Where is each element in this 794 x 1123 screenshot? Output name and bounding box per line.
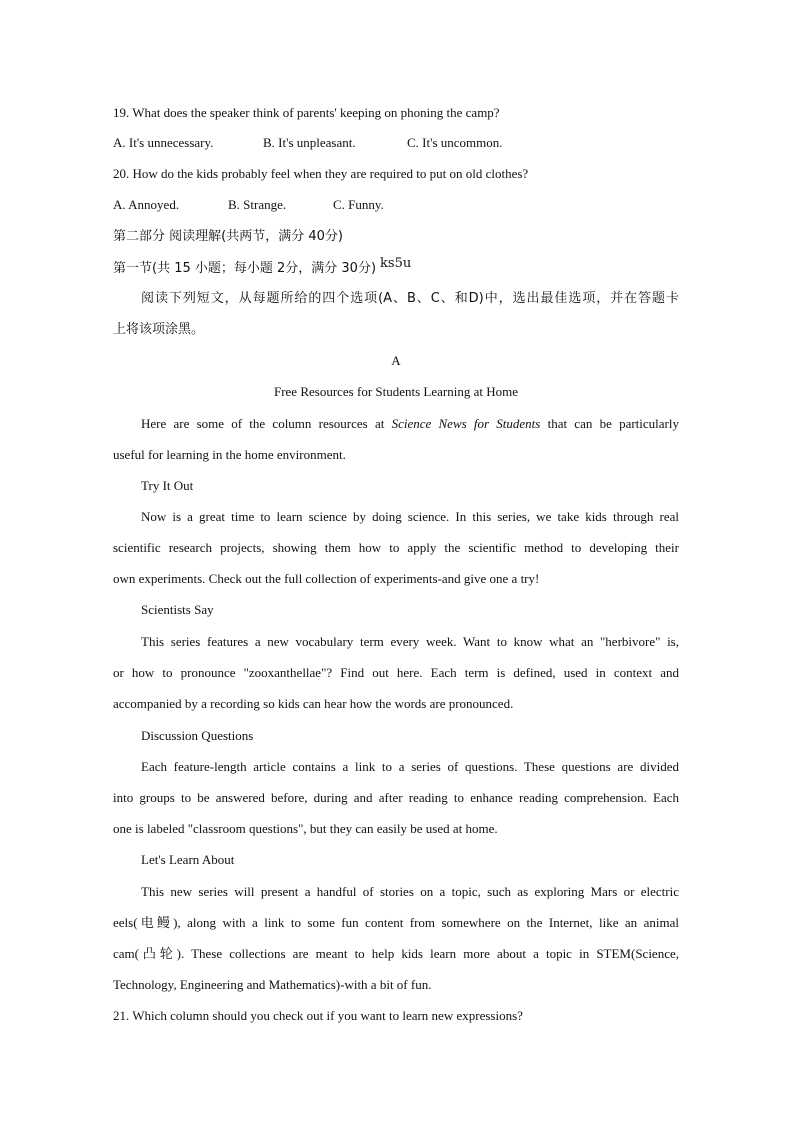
question-20-stem: 20. How do the kids probably feel when they are required to put on old clothes? bbox=[113, 166, 529, 181]
lets-learn-line-4: Technology, Engineering and Mathematics)-with a bit of fun. bbox=[113, 977, 432, 992]
try-it-out-line-1: Now is a great time to learn science by doing science. In this series, we take kids through real bbox=[141, 509, 679, 524]
scientists-say-line-3: accompanied by a recording so kids can hear how the words are pronounced. bbox=[113, 696, 514, 711]
lets-learn-line-2: eels(电鳗), along with a link to some fun content from somewhere on the Internet, like an animal bbox=[113, 915, 679, 930]
discussion-line-1: Each feature-length article contains a link to a series of questions. These questions are divided bbox=[141, 759, 679, 774]
try-it-out-line-2: scientific research projects, showing them how to apply the scientific method to developing their bbox=[113, 540, 679, 555]
instructions-line-2: 上将该项涂黑。 bbox=[113, 322, 205, 337]
column-heading-try-it-out: Try It Out bbox=[141, 478, 194, 493]
section1-heading: 第一节(共 15 小题；每小题 2分，满分 30分) bbox=[113, 261, 377, 276]
intro-line-1 bbox=[141, 415, 679, 433]
try-it-out-line-3: own experiments. Check out the full collection of experiments-and give one a try! bbox=[113, 571, 540, 586]
part2-heading: 第二部分 阅读理解(共两节，满分 40分) bbox=[113, 229, 343, 244]
question-20-option-b: B. Strange. bbox=[228, 197, 287, 212]
publication-name: Science News for Students bbox=[391, 416, 541, 431]
question-19-option-c: C. It's uncommon. bbox=[407, 135, 503, 150]
question-19-stem: 19. What does the speaker think of parents' keeping on phoning the camp? bbox=[113, 105, 500, 120]
intro-line-2: useful for learning in the home environment. bbox=[113, 447, 346, 462]
scientists-say-line-2: or how to pronounce "zooxanthellae"? Find out here. Each term is defined, used in context and bbox=[113, 665, 679, 680]
question-20-option-c: C. Funny. bbox=[333, 197, 384, 212]
question-19-option-b: B. It's unpleasant. bbox=[263, 135, 356, 150]
discussion-line-3: one is labeled "classroom questions", but they can easily be used at home. bbox=[113, 821, 498, 836]
column-heading-scientists-say: Scientists Say bbox=[141, 602, 214, 617]
question-19-option-a: A. It's unnecessary. bbox=[113, 135, 214, 150]
column-heading-lets-learn-about: Let's Learn About bbox=[141, 852, 235, 867]
discussion-line-2: into groups to be answered before, during and after reading to enhance reading comprehension. Each bbox=[113, 790, 679, 805]
watermark-mark: ks5u bbox=[380, 256, 412, 271]
passage-letter: A bbox=[391, 353, 401, 368]
intro-text-a: Here are some of the column resources at bbox=[141, 416, 392, 431]
question-21-stem: 21. Which column should you check out if you want to learn new expressions? bbox=[113, 1008, 523, 1023]
section1-heading-row bbox=[113, 256, 412, 278]
passage-title: Free Resources for Students Learning at Home bbox=[273, 384, 519, 399]
question-20-option-a: A. Annoyed. bbox=[113, 197, 180, 212]
scientists-say-line-1: This series features a new vocabulary term every week. Want to know what an "herbivore" is, bbox=[141, 634, 679, 649]
intro-text-c: that can be particularly bbox=[540, 416, 679, 431]
column-heading-discussion-questions: Discussion Questions bbox=[141, 728, 254, 743]
lets-learn-line-3: cam(凸轮). These collections are meant to help kids learn more about a topic in STEM(Science, bbox=[113, 946, 679, 961]
lets-learn-line-1: This new series will present a handful of stories on a topic, such as exploring Mars or electric bbox=[141, 884, 679, 899]
instructions-line-1: 阅读下列短文，从每题所给的四个选项(A、B、C、和D)中，选出最佳选项，并在答题卡 bbox=[141, 291, 679, 306]
